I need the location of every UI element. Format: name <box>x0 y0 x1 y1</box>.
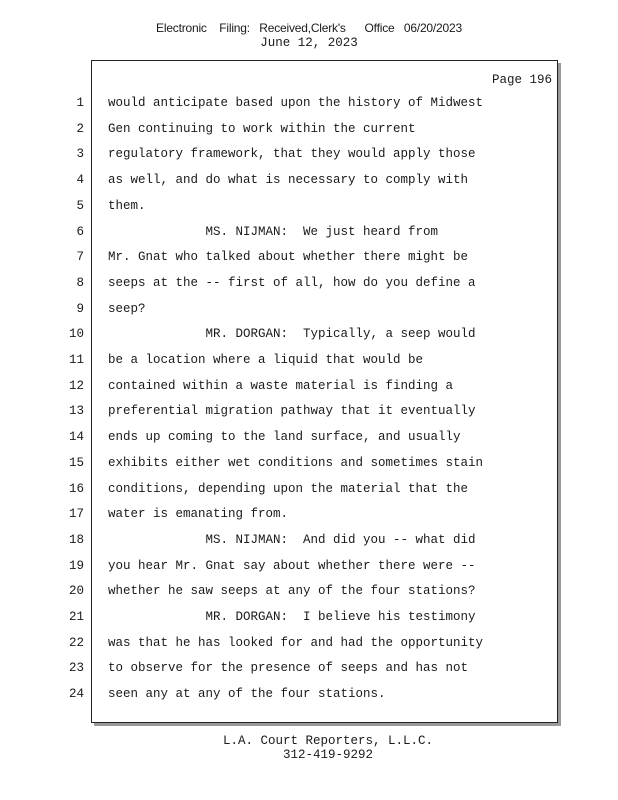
transcript-line: MR. DORGAN: Typically, a seep would <box>108 327 476 341</box>
line-number: 15 <box>68 456 84 470</box>
line-number: 12 <box>68 379 84 393</box>
line-number: 21 <box>68 610 84 624</box>
transcript-line: Gen continuing to work within the current <box>108 122 416 136</box>
line-number: 9 <box>76 302 84 316</box>
transcript-line: conditions, depending upon the material that the <box>108 482 469 496</box>
line-number: 13 <box>68 404 84 418</box>
transcript-line: seeps at the -- first of all, how do you define a <box>108 276 476 290</box>
transcript-line: ends up coming to the land surface, and usually <box>108 430 461 444</box>
transcript-line: you hear Mr. Gnat say about whether there were -- <box>108 559 476 573</box>
transcript-line: seep? <box>108 302 146 316</box>
line-number: 11 <box>68 353 84 367</box>
transcript-line: water is emanating from. <box>108 507 289 521</box>
line-number: 24 <box>68 687 84 701</box>
line-number: 3 <box>76 147 84 161</box>
transcript-date: June 12, 2023 <box>260 36 358 50</box>
transcript-line: preferential migration pathway that it eventually <box>108 404 476 418</box>
transcript-line: would anticipate based upon the history of Midwest <box>108 96 484 110</box>
transcript-line: regulatory framework, that they would apply those <box>108 147 476 161</box>
line-number: 17 <box>68 507 84 521</box>
transcript-line: as well, and do what is necessary to comply with <box>108 173 469 187</box>
line-number: 7 <box>76 250 84 264</box>
line-number: 23 <box>68 661 84 675</box>
transcript-line: seen any at any of the four stations. <box>108 687 386 701</box>
transcript-line: exhibits either wet conditions and sometimes stain <box>108 456 484 470</box>
filing-stamp: Electronic Filing: Received,Clerk's Office 06/20/2023 <box>156 21 462 35</box>
line-number: 6 <box>76 225 84 239</box>
line-number: 1 <box>76 96 84 110</box>
line-number: 14 <box>68 430 84 444</box>
transcript-line: was that he has looked for and had the opportunity <box>108 636 484 650</box>
line-number: 4 <box>76 173 84 187</box>
line-number: 22 <box>68 636 84 650</box>
transcript-line: Mr. Gnat who talked about whether there might be <box>108 250 469 264</box>
transcript-line: whether he saw seeps at any of the four stations? <box>108 584 476 598</box>
page-number: Page 196 <box>491 73 552 87</box>
transcript-line: MS. NIJMAN: And did you -- what did <box>108 533 476 547</box>
transcript-line: them. <box>108 199 146 213</box>
transcript-line: to observe for the presence of seeps and has not <box>108 661 469 675</box>
line-number: 16 <box>68 482 84 496</box>
transcript-line: contained within a waste material is finding a <box>108 379 454 393</box>
transcript-line: MR. DORGAN: I believe his testimony <box>108 610 476 624</box>
transcript-line: be a location where a liquid that would be <box>108 353 424 367</box>
court-reporter-company: L.A. Court Reporters, L.L.C. <box>222 734 434 748</box>
line-number: 20 <box>68 584 84 598</box>
transcript-line: MS. NIJMAN: We just heard from <box>108 225 439 239</box>
court-reporter-phone: 312-419-9292 <box>282 748 373 762</box>
line-number: 18 <box>68 533 84 547</box>
line-number: 19 <box>68 559 84 573</box>
line-number: 2 <box>76 122 84 136</box>
line-number: 8 <box>76 276 84 290</box>
line-number: 5 <box>76 199 84 213</box>
line-number: 10 <box>68 327 84 341</box>
